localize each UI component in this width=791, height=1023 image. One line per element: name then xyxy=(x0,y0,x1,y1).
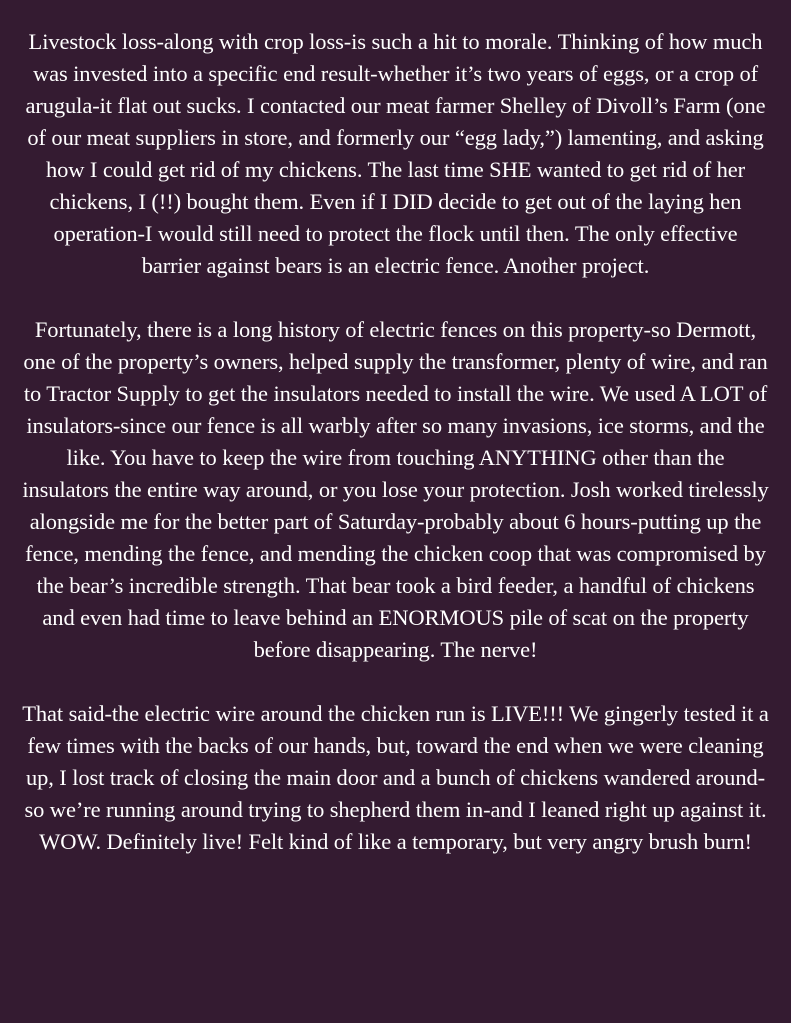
paragraph-livestock-loss: Livestock loss-along with crop loss-is such a hit to morale. Thinking of how much was invested into a specific end result-whether it’s two years of eggs, or a crop of arugula-it flat out sucks. I contacted our meat farmer Shelley of Divoll’s Farm (one of our meat suppliers in store, and formerly our “egg lady,”) lamenting, and asking how I could get rid of my chickens. The last time SHE wanted to get rid of her chickens, I (!!) bought them. Even if I DID decide to get out of the laying hen operation-I would still need to protect the flock until then. The only effective barrier against bears is an electric fence. Another project. xyxy=(25,29,766,278)
paragraph-wire-live: That said-the electric wire around the chicken run is LIVE!!! We gingerly tested it a few times with the backs of our hands, but, toward the end when we were cleaning up, I lost track of closing the main door and a bunch of chickens wandered around-so we’re running around trying to shepherd them in-and I leaned right up against it. WOW. Definitely live! Felt kind of like a temporary, but very angry brush burn! xyxy=(22,701,769,854)
paragraph-electric-fence: Fortunately, there is a long history of electric fences on this property-so Dermott, one of the property’s owners, helped supply the transformer, plenty of wire, and ran to Tractor Supply to get the insulators needed to install the wire. We used A LOT of insulators-since our fence is all warbly after so many invasions, ice storms, and the like. You have to keep the wire from touching ANYTHING other than the insulators the entire way around, or you lose your protection. Josh worked tirelessly alongside me for the better part of Saturday-probably about 6 hours-putting up the fence, mending the fence, and mending the chicken coop that was compromised by the bear’s incredible strength. That bear took a bird feeder, a handful of chickens and even had time to leave behind an ENORMOUS pile of scat on the property before disappearing. The nerve! xyxy=(22,317,769,662)
